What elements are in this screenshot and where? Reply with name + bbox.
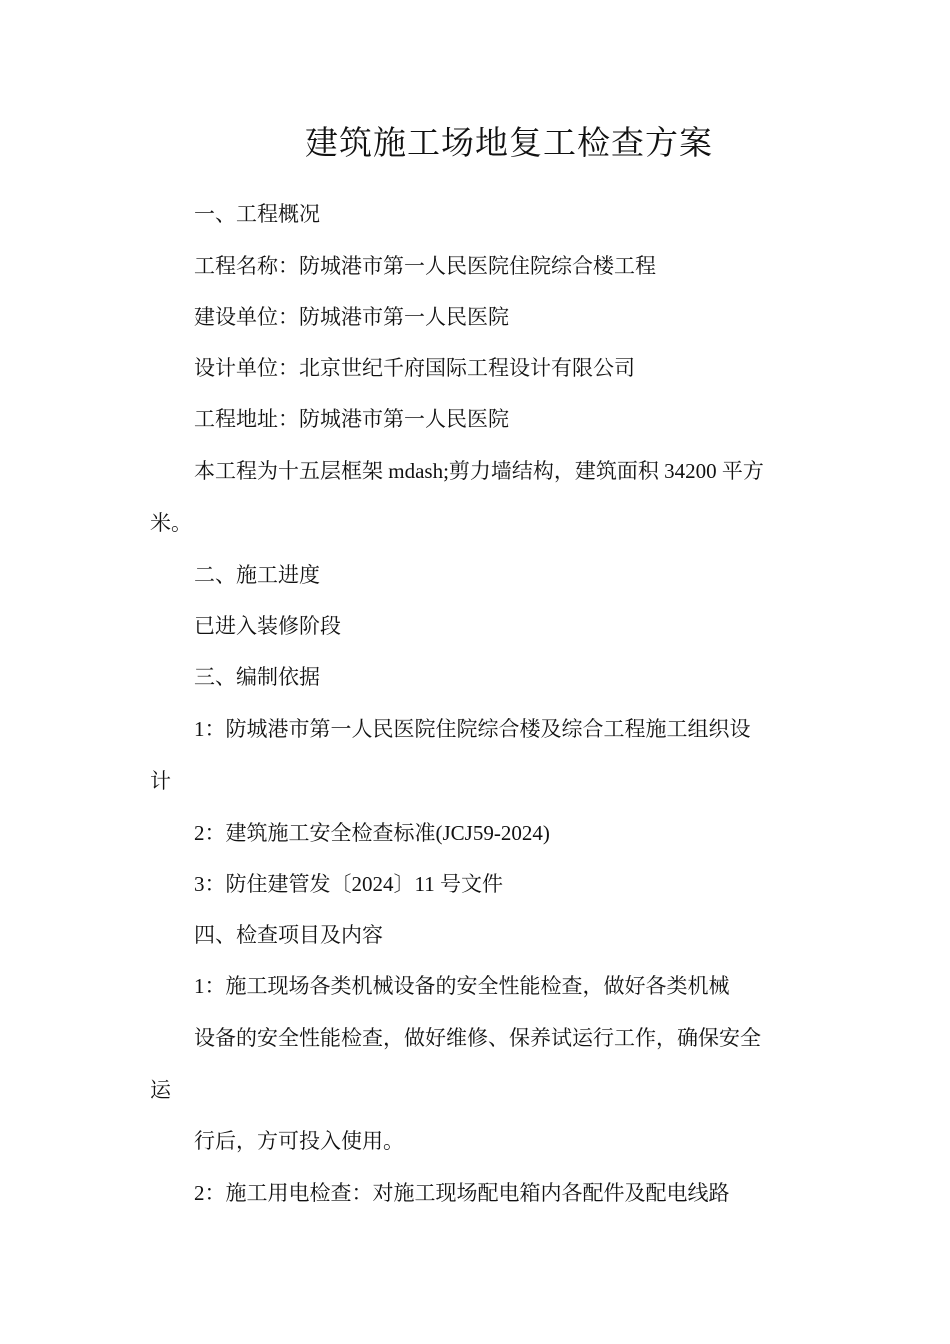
- section-heading-progress: 二、施工进度: [194, 563, 320, 587]
- design-unit-line: 设计单位：北京世纪千府国际工程设计有限公司: [194, 356, 635, 380]
- section-heading-inspection: 四、检查项目及内容: [194, 923, 383, 947]
- inspection-item-2: 2：施工用电检查：对施工现场配电箱内各配件及配电线路: [194, 1181, 730, 1205]
- inspection-item-1: 1：施工现场各类机械设备的安全性能检查，做好各类机械: [194, 974, 730, 998]
- document-title: 建筑施工场地复工检查方案: [305, 126, 713, 162]
- inspection-item-1-line-2: 设备的安全性能检查，做好维修、保养试运行工作，确保安全: [194, 1026, 761, 1050]
- basis-item-1-continuation: 计: [150, 769, 171, 793]
- basis-item-2: 2：建筑施工安全检查标准(JCJ59-2024): [194, 821, 550, 845]
- construction-unit-line: 建设单位：防城港市第一人民医院: [194, 305, 509, 329]
- inspection-item-1-line-4: 行后，方可投入使用。: [194, 1129, 404, 1153]
- basis-item-1: 1：防城港市第一人民医院住院综合楼及综合工程施工组织设: [194, 717, 751, 741]
- progress-status-line: 已进入装修阶段: [194, 614, 341, 638]
- section-heading-overview: 一、工程概况: [194, 202, 320, 226]
- project-address-line: 工程地址：防城港市第一人民医院: [194, 407, 509, 431]
- section-heading-basis: 三、编制依据: [194, 665, 320, 689]
- basis-item-3: 3：防住建管发〔2024〕11 号文件: [194, 872, 503, 896]
- project-description-line: 本工程为十五层框架 mdash;剪力墙结构，建筑面积 34200 平方: [194, 459, 764, 483]
- project-name-line: 工程名称：防城港市第一人民医院住院综合楼工程: [194, 254, 656, 278]
- inspection-item-1-line-3: 运: [150, 1078, 171, 1102]
- project-description-continuation: 米。: [150, 511, 192, 535]
